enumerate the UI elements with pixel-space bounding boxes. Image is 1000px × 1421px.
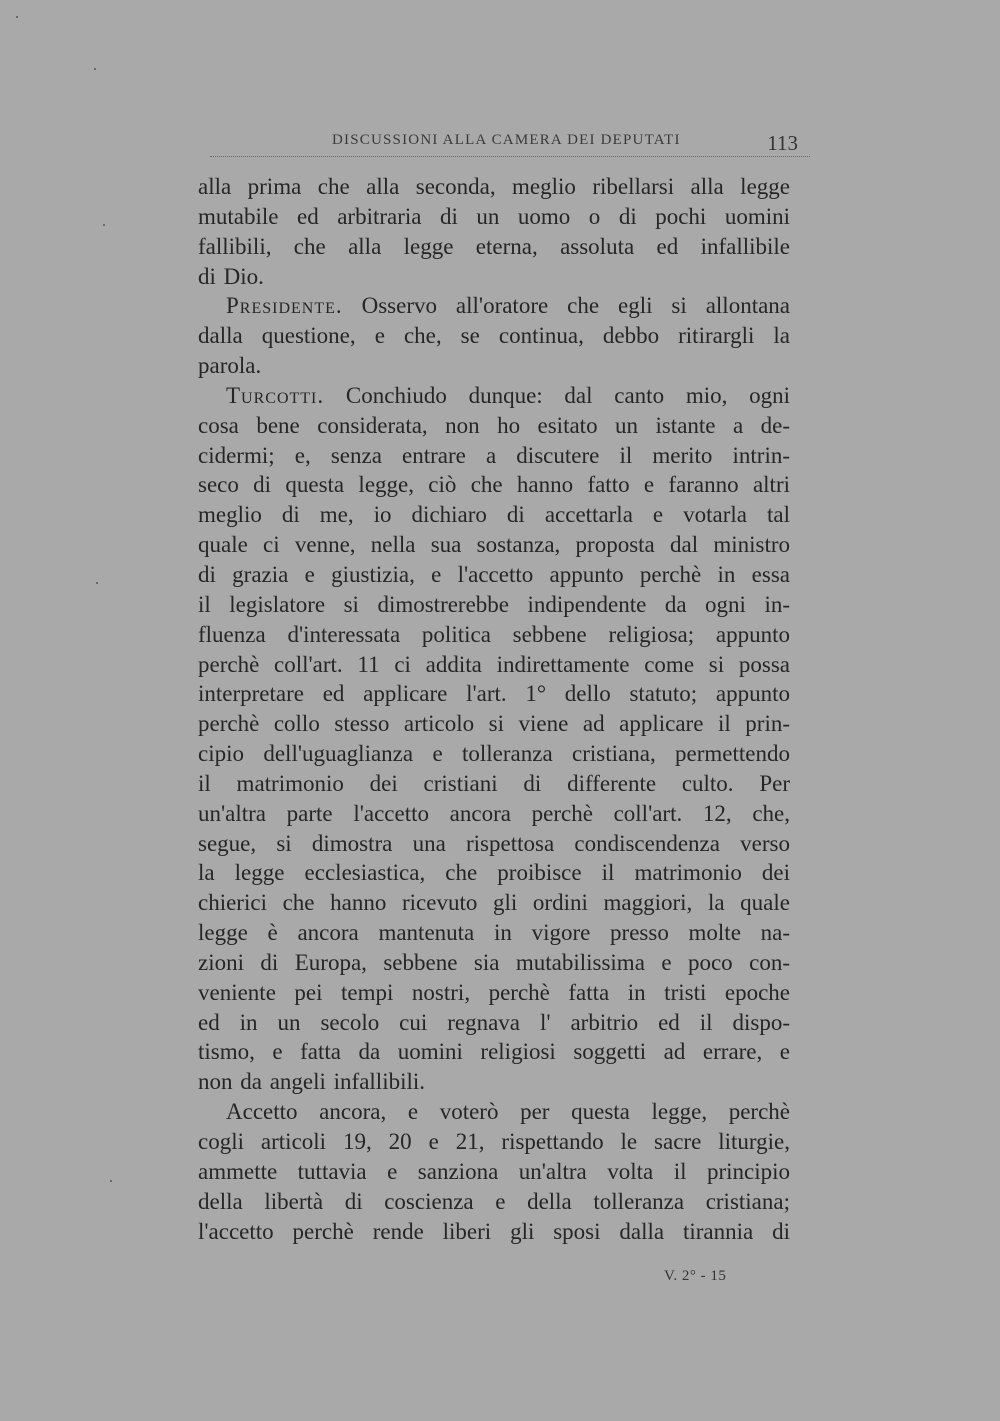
signature-mark: V. 2° - 15 bbox=[664, 1268, 727, 1284]
text-line: mutabile ed arbitraria di un uomo o di pochi uomini bbox=[198, 203, 790, 229]
text-line: cidermi; e, senza entrare a discutere il merito intrin- bbox=[198, 442, 790, 468]
paper-speck bbox=[16, 16, 18, 18]
text-line: un'altra parte l'accetto ancora perchè coll'art. 12, che, bbox=[198, 800, 790, 826]
speaker-text: Osservo all'oratore che egli si allontana bbox=[361, 293, 791, 319]
text-line bbox=[198, 291, 790, 321]
text-line: cipio dell'uguaglianza e tolleranza cristiana, permettendo bbox=[198, 741, 790, 767]
text-line: interpretare ed applicare l'art. 1° dello statuto; appunto bbox=[198, 681, 790, 707]
text-line: fallibili, che alla legge eterna, assoluta ed infallibile bbox=[198, 233, 790, 259]
text-line: fluenza d'interessata politica sebbene religiosa; appunto bbox=[198, 621, 790, 647]
text-line: chierici che hanno ricevuto gli ordini maggiori, la quale bbox=[198, 890, 790, 916]
text-line: ammette tuttavia e sanziona un'altra volta il principio bbox=[198, 1158, 790, 1184]
text-line: di Dio. bbox=[198, 263, 264, 289]
speaker-name-presidente: Presidente. bbox=[226, 293, 343, 319]
paper-speck bbox=[96, 582, 98, 584]
text-line: segue, si dimostra una rispettosa condiscendenza verso bbox=[198, 830, 790, 856]
text-line: non da angeli infallibili. bbox=[198, 1069, 426, 1095]
text-line: Accetto ancora, e voterò per questa legge, perchè bbox=[226, 1099, 790, 1125]
text-line: legge è ancora mantenuta in vigore presso molte na- bbox=[198, 920, 790, 946]
paper-speck bbox=[110, 1180, 112, 1182]
header-rule bbox=[210, 156, 810, 157]
text-line: perchè coll'art. 11 ci addita indirettamente come si possa bbox=[198, 651, 790, 677]
text-line: il legislatore si dimostrerebbe indipendente da ogni in- bbox=[198, 591, 790, 617]
speaker-name-turcotti: Turcotti. bbox=[226, 382, 325, 408]
text-line: meglio di me, io dichiaro di accettarla e votarla tal bbox=[198, 502, 790, 528]
running-head: DISCUSSIONI ALLA CAMERA DEI DEPUTATI bbox=[332, 132, 681, 148]
text-line: l'accetto perchè rende liberi gli sposi dalla tirannia di bbox=[198, 1218, 790, 1244]
body-text bbox=[198, 172, 790, 1262]
text-line: la legge ecclesiastica, che proibisce il matrimonio dei bbox=[198, 860, 790, 886]
page-number: 113 bbox=[767, 131, 798, 155]
text-line: zioni di Europa, sebbene sia mutabilissima e poco con- bbox=[198, 949, 790, 975]
text-line bbox=[198, 381, 790, 411]
text-line: ed in un secolo cui regnava l' arbitrio ed il dispo- bbox=[198, 1009, 790, 1035]
text-line: cosa bene considerata, non ho esitato un istante a de- bbox=[198, 412, 790, 438]
text-line: il matrimonio dei cristiani di differente culto. Per bbox=[198, 770, 790, 796]
text-line: cogli articoli 19, 20 e 21, rispettando le sacre liturgie, bbox=[198, 1129, 790, 1154]
text-line: di grazia e giustizia, e l'accetto appunto perchè in essa bbox=[198, 561, 790, 587]
paper-speck bbox=[103, 224, 105, 226]
text-line: quale ci venne, nella sua sostanza, proposta dal ministro bbox=[198, 532, 790, 558]
text-line: della libertà di coscienza e della tolleranza cristiana; bbox=[198, 1188, 790, 1214]
text-line: perchè collo stesso articolo si viene ad applicare il prin- bbox=[198, 711, 790, 737]
speaker-text: Conchiudo dunque: dal canto mio, ogni bbox=[345, 382, 790, 408]
text-line: dalla questione, e che, se continua, debbo ritirargli la bbox=[198, 323, 790, 349]
text-line: alla prima che alla seconda, meglio ribellarsi alla legge bbox=[198, 174, 790, 199]
text-line: seco di questa legge, ciò che hanno fatto e faranno altri bbox=[198, 472, 790, 498]
text-line: tismo, e fatta da uomini religiosi soggetti ad errare, e bbox=[198, 1039, 790, 1065]
text-line: parola. bbox=[198, 353, 262, 379]
text-line: veniente pei tempi nostri, perchè fatta in tristi epoche bbox=[198, 979, 790, 1005]
page-header bbox=[210, 126, 810, 166]
paper-speck bbox=[94, 68, 96, 70]
